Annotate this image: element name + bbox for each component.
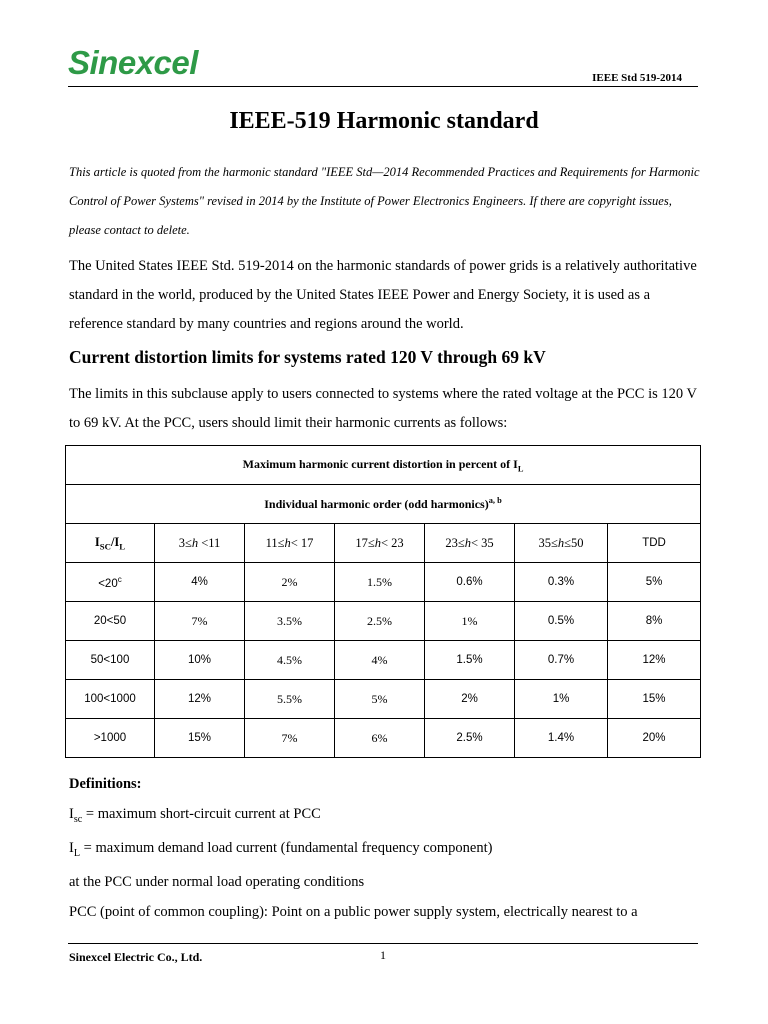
- table-row: [66, 602, 701, 641]
- table-cell: 12%: [155, 680, 245, 719]
- table-cell: 5%: [335, 680, 425, 719]
- footer-divider: [68, 943, 698, 944]
- table-cell: 1.5%: [335, 563, 425, 602]
- table-cell: 8%: [608, 602, 701, 641]
- table-cell: 0.6%: [425, 563, 515, 602]
- body-paragraph-1: The United States IEEE Std. 519-2014 on the harmonic standards of power grids is a relatively authoritative standard in the world, produced by the United States IEEE Power and Energy Society, it is used as a reference standard by many countries and regions around the world.: [69, 258, 697, 332]
- table-cell: 5.5%: [245, 680, 335, 719]
- definitions-heading: Definitions:: [69, 776, 142, 792]
- header-col-2: 11≤h< 17: [245, 524, 335, 563]
- table-cell: 1.4%: [515, 719, 608, 758]
- table-cell: 2.5%: [425, 719, 515, 758]
- definition-il-continued: at the PCC under normal load operating conditions: [69, 874, 365, 891]
- row-label: 50<100: [66, 641, 155, 680]
- table-cell: 20%: [608, 719, 701, 758]
- table-caption: Maximum harmonic current distortion in percent of $I_L$: [66, 446, 701, 485]
- sinexcel-logo: Sinexcel: [68, 44, 198, 81]
- row-label: >1000: [66, 719, 155, 758]
- table-header-row: [66, 524, 701, 563]
- table-caption-row: [66, 446, 701, 485]
- table-cell: 1.5%: [425, 641, 515, 680]
- table-cell: 12%: [608, 641, 701, 680]
- table-cell: 4%: [335, 641, 425, 680]
- table-cell: 4%: [155, 563, 245, 602]
- row-label: 20<50: [66, 602, 155, 641]
- table-cell: 0.3%: [515, 563, 608, 602]
- table-cell: 1%: [425, 602, 515, 641]
- table-cell: 3.5%: [245, 602, 335, 641]
- section-heading: Current distortion limits for systems rated 120 V through 69 kV: [69, 347, 546, 367]
- table-cell: 2.5%: [335, 602, 425, 641]
- table-cell: 10%: [155, 641, 245, 680]
- header-col-5: 35≤h≤50: [515, 524, 608, 563]
- header-standard-label: IEEE Std 519-2014: [592, 72, 682, 84]
- table-cell: 15%: [155, 719, 245, 758]
- table-cell: 15%: [608, 680, 701, 719]
- row-label: 100<1000: [66, 680, 155, 719]
- header-divider: [68, 86, 698, 87]
- table-row: [66, 563, 701, 602]
- table-cell: 1%: [515, 680, 608, 719]
- table-cell: 5%: [608, 563, 701, 602]
- header-col-tdd: TDD: [608, 524, 701, 563]
- table-subcaption: Individual harmonic order (odd harmonics)$^{a, b}$: [66, 485, 701, 524]
- row-label: $<20^c$: [66, 563, 155, 602]
- header-col-1: 3≤h <11: [155, 524, 245, 563]
- table-cell: 6%: [335, 719, 425, 758]
- table-cell: 2%: [245, 563, 335, 602]
- table-cell: 4.5%: [245, 641, 335, 680]
- body-paragraph-2: The limits in this subclause apply to users connected to systems where the rated voltage at the PCC is 120 V to 69 kV. At the PCC, users should limit their harmonic currents as follows:: [69, 386, 697, 431]
- intro-paragraph: This article is quoted from the harmonic standard "IEEE Std—2014 Recommended Practices and Requirements for Harmonic Control of Power Systems" revised in 2014 by the Institute of Power Electronics Engineers. If there are copyright issues, please contact to delete.: [69, 165, 700, 237]
- table-cell: 2%: [425, 680, 515, 719]
- header-col-3: 17≤h< 23: [335, 524, 425, 563]
- table-cell: 7%: [155, 602, 245, 641]
- definition-isc: $I_{sc}$ = maximum short-circuit current at PCC: [69, 805, 321, 825]
- harmonic-limits-table: [65, 445, 701, 758]
- table-cell: 0.7%: [515, 641, 608, 680]
- definitions-section: [69, 770, 701, 927]
- header-col-4: 23≤h< 35: [425, 524, 515, 563]
- table-row: [66, 719, 701, 758]
- table-row: [66, 641, 701, 680]
- table-row: [66, 680, 701, 719]
- footer-company: Sinexcel Electric Co., Ltd.: [69, 950, 203, 964]
- definition-il: $I_L$ = maximum demand load current (fundamental frequency component): [69, 839, 493, 859]
- definition-pcc: PCC (point of common coupling): Point on a public power supply system, electrically nearest to a: [69, 903, 638, 920]
- table-cell: 0.5%: [515, 602, 608, 641]
- page-number: 1: [380, 948, 386, 962]
- table-cell: 7%: [245, 719, 335, 758]
- header-isc-il: $I_{SC}/I_L$: [66, 524, 155, 563]
- page-title: IEEE-519 Harmonic standard: [229, 108, 539, 134]
- table-subcaption-row: [66, 485, 701, 524]
